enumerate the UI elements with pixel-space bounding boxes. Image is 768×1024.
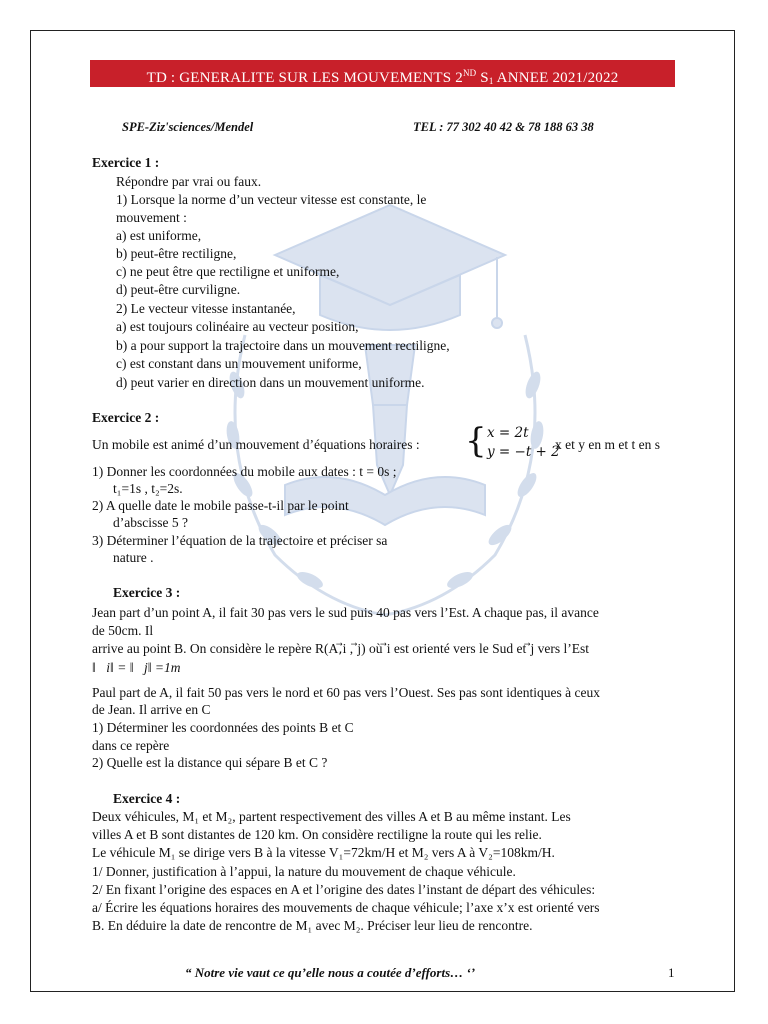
brace-icon: { bbox=[465, 421, 487, 461]
ex1-line: Répondre par vrai ou faux. bbox=[116, 174, 262, 189]
ex4-line: B. En déduire la date de rencontre de M₁ avec M₂. Préciser leur lieu de rencontre. bbox=[92, 918, 533, 933]
footer-quote: “ Notre vie vaut ce qu’elle nous a coutée d’efforts… ‘’ bbox=[185, 965, 476, 980]
ex3-norm: ‖⃗i‖ = ‖⃗j‖ =1m bbox=[92, 660, 181, 675]
ex2-question: 2) A quelle date le mobile passe-t-il par le point bbox=[92, 498, 349, 513]
ex4-line: 1/ Donner, justification à l’appui, la nature du mouvement de chaque véhicule. bbox=[92, 864, 516, 879]
ex4-line: 2/ En fixant l’origine des espaces en A et l’origine des dates l’instant de départ des véhicules: bbox=[92, 882, 596, 897]
ex2-question: nature . bbox=[113, 550, 154, 565]
ex1-line: 1) Lorsque la norme d’un vecteur vitesse est constante, le bbox=[116, 192, 427, 207]
exercise-4-title: Exercice 4 : bbox=[113, 791, 181, 806]
ex4-line: Le véhicule M₁ se dirige vers B à la vitesse V₁=72km/H et M₂ vers A à V₂=108km/H. bbox=[92, 845, 555, 860]
ex2-intro: Un mobile est animé d’un mouvement d’équations horaires : bbox=[92, 437, 420, 452]
equation-y: y = −t + 2 bbox=[487, 444, 560, 460]
exercise-1-title: Exercice 1 : bbox=[92, 155, 160, 170]
ex1-line: mouvement : bbox=[116, 210, 187, 225]
ex3-line: de Jean. Il arrive en C bbox=[92, 702, 211, 717]
graduation-watermark-icon bbox=[215, 195, 555, 625]
ex3-line: dans ce repère bbox=[92, 738, 170, 753]
exercise-3-title: Exercice 3 : bbox=[113, 585, 181, 600]
ex4-line: Deux véhicules, M₁ et M₂, partent respectivement des villes A et B au même instant. Les bbox=[92, 809, 571, 824]
ex2-question: t₁=1s , t₂=2s. bbox=[113, 481, 183, 496]
ex3-line: 2) Quelle est la distance qui sépare B et C ? bbox=[92, 755, 328, 770]
tel-line: TEL : 77 302 40 42 & 78 188 63 38 bbox=[413, 120, 594, 134]
ex3-line: de 50cm. Il bbox=[92, 623, 154, 638]
ex1-line: a) est toujours colinéaire au vecteur position, bbox=[116, 319, 359, 334]
ex1-line: b) a pour support la trajectoire dans un mouvement rectiligne, bbox=[116, 338, 450, 353]
ex3-line: 1) Déterminer les coordonnées des points B et C bbox=[92, 720, 354, 735]
ex1-line: c) est constant dans un mouvement uniforme, bbox=[116, 356, 362, 371]
ex3-line: Jean part d’un point A, il fait 30 pas vers le sud puis 40 pas vers l’Est. A chaque pas, il avance bbox=[92, 605, 599, 620]
ex2-units: x et y en m et t en s bbox=[555, 437, 660, 452]
ex1-line: a) est uniforme, bbox=[116, 228, 202, 243]
title-banner: TD : GENERALITE SUR LES MOUVEMENTS 2ND $S_1$ ANNEE 2021/2022 bbox=[90, 60, 675, 87]
author-line: SPE-Ziz'sciences/Mendel bbox=[122, 120, 254, 134]
ex4-line: villes A et B sont distantes de 120 km. On considère rectiligne la route qui les relie. bbox=[92, 827, 542, 842]
ex1-line: d) peut-être curviligne. bbox=[116, 282, 241, 297]
page-number: 1 bbox=[668, 965, 675, 980]
ex1-line: d) peut varier en direction dans un mouvement uniforme. bbox=[116, 375, 425, 390]
equation-x: x = 2t bbox=[487, 425, 529, 441]
ex1-line: 2) Le vecteur vitesse instantanée, bbox=[116, 301, 296, 316]
exercise-2-title: Exercice 2 : bbox=[92, 410, 160, 425]
ex1-line: b) peut-être rectiligne, bbox=[116, 246, 237, 261]
ex3-line: arrive au point B. On considère le repère R(A,⃗i , ⃗j) où ⃗i est orienté vers le Sud et ⃗j vers l’Est bbox=[92, 641, 590, 656]
ex2-question: 3) Déterminer l’équation de la trajectoire et préciser sa bbox=[92, 533, 388, 548]
ex3-line: Paul part de A, il fait 50 pas vers le nord et 60 pas vers l’Ouest. Ses pas sont identiques à ceux bbox=[92, 685, 601, 700]
ex4-line: a/ Écrire les équations horaires des mouvements de chaque véhicule; l’axe x’x est orienté vers bbox=[92, 900, 600, 915]
ex2-question: 1) Donner les coordonnées du mobile aux dates : t = 0s ; bbox=[92, 464, 397, 479]
ex2-question: d’abscisse 5 ? bbox=[113, 515, 188, 530]
ex1-line: c) ne peut être que rectiligne et uniforme, bbox=[116, 264, 340, 279]
